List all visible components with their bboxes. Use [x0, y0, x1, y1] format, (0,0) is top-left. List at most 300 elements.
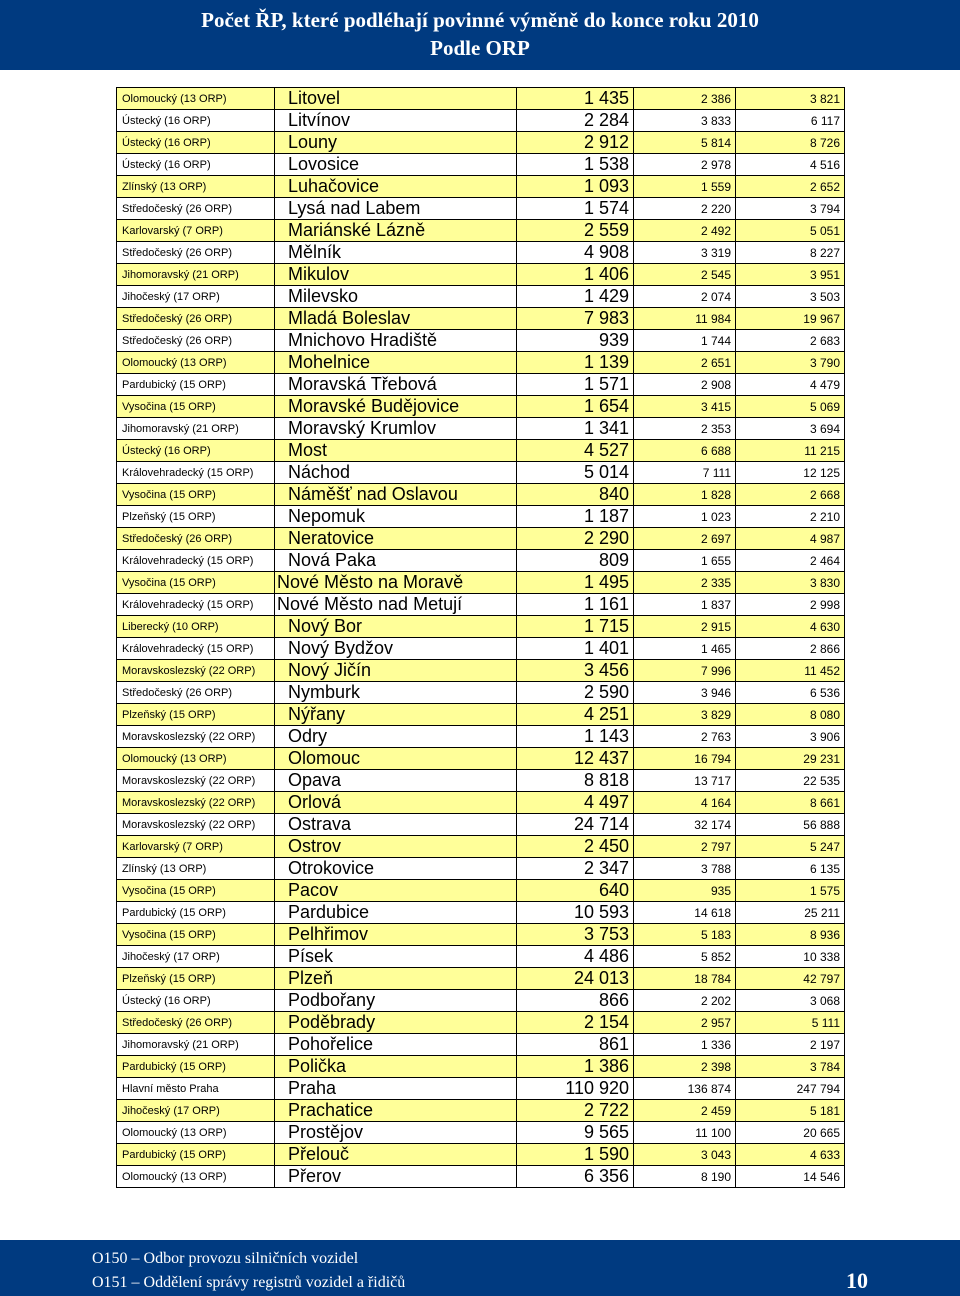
- value-1-cell: 840: [517, 484, 634, 506]
- town-cell: Písek: [275, 946, 517, 968]
- town-cell: Ostrov: [275, 836, 517, 858]
- value-1-cell: 10 593: [517, 902, 634, 924]
- value-3-cell: 19 967: [736, 308, 845, 330]
- value-2-cell: 136 874: [634, 1078, 736, 1100]
- value-3-cell: 4 516: [736, 154, 845, 176]
- town-cell: Praha: [275, 1078, 517, 1100]
- value-2-cell: 2 459: [634, 1100, 736, 1122]
- region-cell: Královehradecký (15 ORP): [117, 550, 275, 572]
- value-1-cell: 24 714: [517, 814, 634, 836]
- town-cell: Pelhřimov: [275, 924, 517, 946]
- town-cell: Mariánské Lázně: [275, 220, 517, 242]
- town-cell: Mnichovo Hradiště: [275, 330, 517, 352]
- value-3-cell: 12 125: [736, 462, 845, 484]
- table-row: [117, 242, 845, 264]
- table-row: [117, 462, 845, 484]
- region-cell: Jihočeský (17 ORP): [117, 946, 275, 968]
- town-cell: Opava: [275, 770, 517, 792]
- value-2-cell: 2 763: [634, 726, 736, 748]
- value-3-cell: 2 652: [736, 176, 845, 198]
- town-cell: Mělník: [275, 242, 517, 264]
- value-1-cell: 6 356: [517, 1166, 634, 1188]
- town-cell: Polička: [275, 1056, 517, 1078]
- table-row: [117, 660, 845, 682]
- town-cell: Milevsko: [275, 286, 517, 308]
- value-3-cell: 11 215: [736, 440, 845, 462]
- value-1-cell: 2 284: [517, 110, 634, 132]
- town-cell: Neratovice: [275, 528, 517, 550]
- region-cell: Jihomoravský (21 ORP): [117, 418, 275, 440]
- table-row: [117, 1034, 845, 1056]
- value-2-cell: 1 837: [634, 594, 736, 616]
- region-cell: Olomoucký (13 ORP): [117, 88, 275, 110]
- value-2-cell: 7 996: [634, 660, 736, 682]
- page-number: 10: [846, 1268, 868, 1293]
- region-cell: Středočeský (26 ORP): [117, 242, 275, 264]
- value-2-cell: 3 833: [634, 110, 736, 132]
- region-cell: Vysočina (15 ORP): [117, 572, 275, 594]
- value-1-cell: 2 722: [517, 1100, 634, 1122]
- table-row: [117, 924, 845, 946]
- value-3-cell: 4 479: [736, 374, 845, 396]
- region-cell: Moravskoslezský (22 ORP): [117, 792, 275, 814]
- value-1-cell: 9 565: [517, 1122, 634, 1144]
- town-cell: Olomouc: [275, 748, 517, 770]
- value-3-cell: 14 546: [736, 1166, 845, 1188]
- table-row: [117, 330, 845, 352]
- value-3-cell: 8 080: [736, 704, 845, 726]
- value-3-cell: 3 821: [736, 88, 845, 110]
- value-3-cell: 42 797: [736, 968, 845, 990]
- value-3-cell: 11 452: [736, 660, 845, 682]
- region-cell: Středočeský (26 ORP): [117, 330, 275, 352]
- town-cell: Odry: [275, 726, 517, 748]
- value-1-cell: 1 161: [517, 594, 634, 616]
- value-2-cell: 11 984: [634, 308, 736, 330]
- value-3-cell: 22 535: [736, 770, 845, 792]
- value-2-cell: 3 788: [634, 858, 736, 880]
- region-cell: Vysočina (15 ORP): [117, 924, 275, 946]
- value-3-cell: 5 247: [736, 836, 845, 858]
- table-row: [117, 220, 845, 242]
- region-cell: Vysočina (15 ORP): [117, 880, 275, 902]
- table-row: [117, 1122, 845, 1144]
- table-row: [117, 968, 845, 990]
- value-2-cell: 935: [634, 880, 736, 902]
- region-cell: Zlínský (13 ORP): [117, 176, 275, 198]
- value-3-cell: 29 231: [736, 748, 845, 770]
- value-2-cell: 3 946: [634, 682, 736, 704]
- value-1-cell: 861: [517, 1034, 634, 1056]
- value-3-cell: 8 936: [736, 924, 845, 946]
- value-3-cell: 5 181: [736, 1100, 845, 1122]
- value-1-cell: 4 908: [517, 242, 634, 264]
- table-row: [117, 484, 845, 506]
- table-row: [117, 902, 845, 924]
- value-1-cell: 1 429: [517, 286, 634, 308]
- table-row: [117, 814, 845, 836]
- value-1-cell: 1 139: [517, 352, 634, 374]
- town-cell: Nový Bor: [275, 616, 517, 638]
- table-row: [117, 154, 845, 176]
- value-2-cell: 2 353: [634, 418, 736, 440]
- value-3-cell: 3 906: [736, 726, 845, 748]
- value-1-cell: 2 154: [517, 1012, 634, 1034]
- table-row: [117, 770, 845, 792]
- value-2-cell: 2 220: [634, 198, 736, 220]
- town-cell: Pacov: [275, 880, 517, 902]
- region-cell: Středočeský (26 ORP): [117, 528, 275, 550]
- value-1-cell: 640: [517, 880, 634, 902]
- town-cell: Prostějov: [275, 1122, 517, 1144]
- table-row: [117, 352, 845, 374]
- value-3-cell: 3 951: [736, 264, 845, 286]
- region-cell: Středočeský (26 ORP): [117, 198, 275, 220]
- value-3-cell: 10 338: [736, 946, 845, 968]
- value-2-cell: 2 915: [634, 616, 736, 638]
- table-row: [117, 110, 845, 132]
- region-cell: Zlínský (13 ORP): [117, 858, 275, 880]
- town-cell: Lovosice: [275, 154, 517, 176]
- value-1-cell: 8 818: [517, 770, 634, 792]
- value-3-cell: 8 661: [736, 792, 845, 814]
- table-row: [117, 748, 845, 770]
- region-cell: Jihomoravský (21 ORP): [117, 1034, 275, 1056]
- region-cell: Jihočeský (17 ORP): [117, 286, 275, 308]
- value-1-cell: 1 715: [517, 616, 634, 638]
- region-cell: Vysočina (15 ORP): [117, 396, 275, 418]
- value-3-cell: 5 069: [736, 396, 845, 418]
- value-2-cell: 3 043: [634, 1144, 736, 1166]
- value-2-cell: 14 618: [634, 902, 736, 924]
- value-1-cell: 2 590: [517, 682, 634, 704]
- value-1-cell: 24 013: [517, 968, 634, 990]
- region-cell: Pardubický (15 ORP): [117, 902, 275, 924]
- value-2-cell: 2 492: [634, 220, 736, 242]
- town-cell: Podbořany: [275, 990, 517, 1012]
- table-row: [117, 132, 845, 154]
- table-row: [117, 880, 845, 902]
- value-2-cell: 2 074: [634, 286, 736, 308]
- value-1-cell: 1 386: [517, 1056, 634, 1078]
- town-cell: Mikulov: [275, 264, 517, 286]
- value-3-cell: 4 987: [736, 528, 845, 550]
- value-1-cell: 1 590: [517, 1144, 634, 1166]
- value-2-cell: 7 111: [634, 462, 736, 484]
- value-1-cell: 4 497: [517, 792, 634, 814]
- value-2-cell: 3 829: [634, 704, 736, 726]
- region-cell: Ústecký (16 ORP): [117, 110, 275, 132]
- value-2-cell: 1 023: [634, 506, 736, 528]
- value-1-cell: 1 406: [517, 264, 634, 286]
- value-2-cell: 16 794: [634, 748, 736, 770]
- region-cell: Jihomoravský (21 ORP): [117, 264, 275, 286]
- value-3-cell: 6 536: [736, 682, 845, 704]
- value-2-cell: 5 183: [634, 924, 736, 946]
- town-cell: Pohořelice: [275, 1034, 517, 1056]
- town-cell: Orlová: [275, 792, 517, 814]
- value-1-cell: 5 014: [517, 462, 634, 484]
- town-cell: Moravské Budějovice: [275, 396, 517, 418]
- table-row: [117, 638, 845, 660]
- town-cell: Náměšť nad Oslavou: [275, 484, 517, 506]
- value-2-cell: 2 202: [634, 990, 736, 1012]
- value-1-cell: 4 486: [517, 946, 634, 968]
- table-row: [117, 858, 845, 880]
- value-1-cell: 12 437: [517, 748, 634, 770]
- town-cell: Nepomuk: [275, 506, 517, 528]
- town-cell: Lysá nad Labem: [275, 198, 517, 220]
- value-2-cell: 3 415: [634, 396, 736, 418]
- value-2-cell: 1 828: [634, 484, 736, 506]
- town-cell: Plzeň: [275, 968, 517, 990]
- value-1-cell: 1 093: [517, 176, 634, 198]
- region-cell: Karlovarský (7 ORP): [117, 836, 275, 858]
- table-row: [117, 594, 845, 616]
- region-cell: Ústecký (16 ORP): [117, 440, 275, 462]
- town-cell: Luhačovice: [275, 176, 517, 198]
- value-2-cell: 4 164: [634, 792, 736, 814]
- orp-table-body: [117, 88, 845, 1188]
- value-2-cell: 2 545: [634, 264, 736, 286]
- value-2-cell: 2 908: [634, 374, 736, 396]
- table-row: [117, 374, 845, 396]
- region-cell: Ústecký (16 ORP): [117, 990, 275, 1012]
- town-cell: Nový Jičín: [275, 660, 517, 682]
- region-cell: Plzeňský (15 ORP): [117, 506, 275, 528]
- value-3-cell: 1 575: [736, 880, 845, 902]
- region-cell: Pardubický (15 ORP): [117, 1144, 275, 1166]
- region-cell: Pardubický (15 ORP): [117, 1056, 275, 1078]
- header-title: Počet ŘP, které podléhají povinné výměně do konce roku 2010: [201, 8, 759, 32]
- region-cell: Jihočeský (17 ORP): [117, 1100, 275, 1122]
- table-row: [117, 308, 845, 330]
- town-cell: Litvínov: [275, 110, 517, 132]
- value-1-cell: 809: [517, 550, 634, 572]
- region-cell: Královehradecký (15 ORP): [117, 462, 275, 484]
- footer-line-2: O151 – Oddělení správy registrů vozidel a řidičů: [92, 1274, 406, 1291]
- town-cell: Náchod: [275, 462, 517, 484]
- value-2-cell: 2 335: [634, 572, 736, 594]
- footer-line-1: O150 – Odbor provozu silničních vozidel: [92, 1250, 359, 1267]
- value-1-cell: 1 538: [517, 154, 634, 176]
- value-3-cell: 2 210: [736, 506, 845, 528]
- value-3-cell: 3 068: [736, 990, 845, 1012]
- town-cell: Poděbrady: [275, 1012, 517, 1034]
- table-row: [117, 264, 845, 286]
- table-row: [117, 286, 845, 308]
- value-3-cell: 8 726: [736, 132, 845, 154]
- region-cell: Středočeský (26 ORP): [117, 1012, 275, 1034]
- value-1-cell: 2 347: [517, 858, 634, 880]
- value-3-cell: 4 630: [736, 616, 845, 638]
- value-3-cell: 20 665: [736, 1122, 845, 1144]
- region-cell: Středočeský (26 ORP): [117, 682, 275, 704]
- region-cell: Plzeňský (15 ORP): [117, 704, 275, 726]
- value-1-cell: 1 435: [517, 88, 634, 110]
- table-row: [117, 704, 845, 726]
- page-header: [0, 0, 960, 70]
- region-cell: Ústecký (16 ORP): [117, 154, 275, 176]
- region-cell: Vysočina (15 ORP): [117, 484, 275, 506]
- table-row: [117, 1166, 845, 1188]
- town-cell: Louny: [275, 132, 517, 154]
- table-row: [117, 1144, 845, 1166]
- value-2-cell: 5 852: [634, 946, 736, 968]
- value-3-cell: 3 794: [736, 198, 845, 220]
- value-3-cell: 6 135: [736, 858, 845, 880]
- value-3-cell: 6 117: [736, 110, 845, 132]
- value-2-cell: 1 744: [634, 330, 736, 352]
- value-3-cell: 3 784: [736, 1056, 845, 1078]
- region-cell: Středočeský (26 ORP): [117, 308, 275, 330]
- value-1-cell: 4 251: [517, 704, 634, 726]
- table-row: [117, 176, 845, 198]
- value-3-cell: 8 227: [736, 242, 845, 264]
- region-cell: Olomoucký (13 ORP): [117, 352, 275, 374]
- value-2-cell: 5 814: [634, 132, 736, 154]
- town-cell: Přelouč: [275, 1144, 517, 1166]
- town-cell: Moravská Třebová: [275, 374, 517, 396]
- value-1-cell: 1 143: [517, 726, 634, 748]
- region-cell: Olomoucký (13 ORP): [117, 1122, 275, 1144]
- table-row: [117, 1100, 845, 1122]
- value-2-cell: 1 465: [634, 638, 736, 660]
- town-cell: Prachatice: [275, 1100, 517, 1122]
- value-1-cell: 939: [517, 330, 634, 352]
- region-cell: Olomoucký (13 ORP): [117, 1166, 275, 1188]
- value-3-cell: 2 998: [736, 594, 845, 616]
- value-2-cell: 2 697: [634, 528, 736, 550]
- value-1-cell: 3 753: [517, 924, 634, 946]
- value-3-cell: 2 197: [736, 1034, 845, 1056]
- value-1-cell: 1 574: [517, 198, 634, 220]
- value-2-cell: 2 978: [634, 154, 736, 176]
- page-footer: [0, 1240, 960, 1296]
- table-row: [117, 682, 845, 704]
- value-1-cell: 1 495: [517, 572, 634, 594]
- region-cell: Hlavní město Praha: [117, 1078, 275, 1100]
- value-1-cell: 4 527: [517, 440, 634, 462]
- table-row: [117, 198, 845, 220]
- value-2-cell: 1 655: [634, 550, 736, 572]
- table-row: [117, 88, 845, 110]
- region-cell: Moravskoslezský (22 ORP): [117, 660, 275, 682]
- value-3-cell: 56 888: [736, 814, 845, 836]
- town-cell: Nymburk: [275, 682, 517, 704]
- table-row: [117, 1056, 845, 1078]
- value-3-cell: 2 683: [736, 330, 845, 352]
- value-1-cell: 3 456: [517, 660, 634, 682]
- town-cell: Mohelnice: [275, 352, 517, 374]
- table-row: [117, 550, 845, 572]
- value-2-cell: 6 688: [634, 440, 736, 462]
- value-2-cell: 8 190: [634, 1166, 736, 1188]
- value-1-cell: 7 983: [517, 308, 634, 330]
- value-1-cell: 110 920: [517, 1078, 634, 1100]
- header-subtitle: Podle ORP: [430, 36, 530, 60]
- value-1-cell: 1 401: [517, 638, 634, 660]
- value-2-cell: 2 386: [634, 88, 736, 110]
- region-cell: Moravskoslezský (22 ORP): [117, 770, 275, 792]
- value-2-cell: 1 559: [634, 176, 736, 198]
- value-2-cell: 32 174: [634, 814, 736, 836]
- value-1-cell: 1 187: [517, 506, 634, 528]
- value-1-cell: 2 559: [517, 220, 634, 242]
- value-1-cell: 1 341: [517, 418, 634, 440]
- region-cell: Ústecký (16 ORP): [117, 132, 275, 154]
- value-3-cell: 3 790: [736, 352, 845, 374]
- town-cell: Nové Město na Moravě: [275, 572, 517, 594]
- table-row: [117, 1012, 845, 1034]
- table-row: [117, 418, 845, 440]
- town-cell: Nýřany: [275, 704, 517, 726]
- table-row: [117, 792, 845, 814]
- value-2-cell: 11 100: [634, 1122, 736, 1144]
- value-3-cell: 2 464: [736, 550, 845, 572]
- value-3-cell: 4 633: [736, 1144, 845, 1166]
- value-1-cell: 2 912: [517, 132, 634, 154]
- value-1-cell: 866: [517, 990, 634, 1012]
- town-cell: Mladá Boleslav: [275, 308, 517, 330]
- value-2-cell: 1 336: [634, 1034, 736, 1056]
- value-2-cell: 2 797: [634, 836, 736, 858]
- table-row: [117, 946, 845, 968]
- value-1-cell: 1 571: [517, 374, 634, 396]
- value-3-cell: 2 668: [736, 484, 845, 506]
- town-cell: Otrokovice: [275, 858, 517, 880]
- town-cell: Most: [275, 440, 517, 462]
- value-1-cell: 2 290: [517, 528, 634, 550]
- value-2-cell: 2 651: [634, 352, 736, 374]
- value-3-cell: 2 866: [736, 638, 845, 660]
- value-2-cell: 13 717: [634, 770, 736, 792]
- region-cell: Královehradecký (15 ORP): [117, 638, 275, 660]
- region-cell: Královehradecký (15 ORP): [117, 594, 275, 616]
- town-cell: Přerov: [275, 1166, 517, 1188]
- table-row: [117, 836, 845, 858]
- town-cell: Ostrava: [275, 814, 517, 836]
- value-1-cell: 2 450: [517, 836, 634, 858]
- region-cell: Plzeňský (15 ORP): [117, 968, 275, 990]
- orp-table: [116, 87, 845, 1188]
- value-2-cell: 18 784: [634, 968, 736, 990]
- table-row: [117, 1078, 845, 1100]
- value-3-cell: 25 211: [736, 902, 845, 924]
- value-2-cell: 2 957: [634, 1012, 736, 1034]
- table-row: [117, 990, 845, 1012]
- region-cell: Olomoucký (13 ORP): [117, 748, 275, 770]
- table-row: [117, 440, 845, 462]
- region-cell: Pardubický (15 ORP): [117, 374, 275, 396]
- table-row: [117, 572, 845, 594]
- town-cell: Nový Bydžov: [275, 638, 517, 660]
- table-row: [117, 506, 845, 528]
- value-2-cell: 2 398: [634, 1056, 736, 1078]
- value-3-cell: 3 503: [736, 286, 845, 308]
- value-3-cell: 5 051: [736, 220, 845, 242]
- region-cell: Karlovarský (7 ORP): [117, 220, 275, 242]
- value-2-cell: 3 319: [634, 242, 736, 264]
- value-3-cell: 5 111: [736, 1012, 845, 1034]
- town-cell: Moravský Krumlov: [275, 418, 517, 440]
- table-row: [117, 616, 845, 638]
- town-cell: Nové Město nad Metují: [275, 594, 517, 616]
- value-1-cell: 1 654: [517, 396, 634, 418]
- value-3-cell: 3 694: [736, 418, 845, 440]
- table-row: [117, 528, 845, 550]
- region-cell: Moravskoslezský (22 ORP): [117, 814, 275, 836]
